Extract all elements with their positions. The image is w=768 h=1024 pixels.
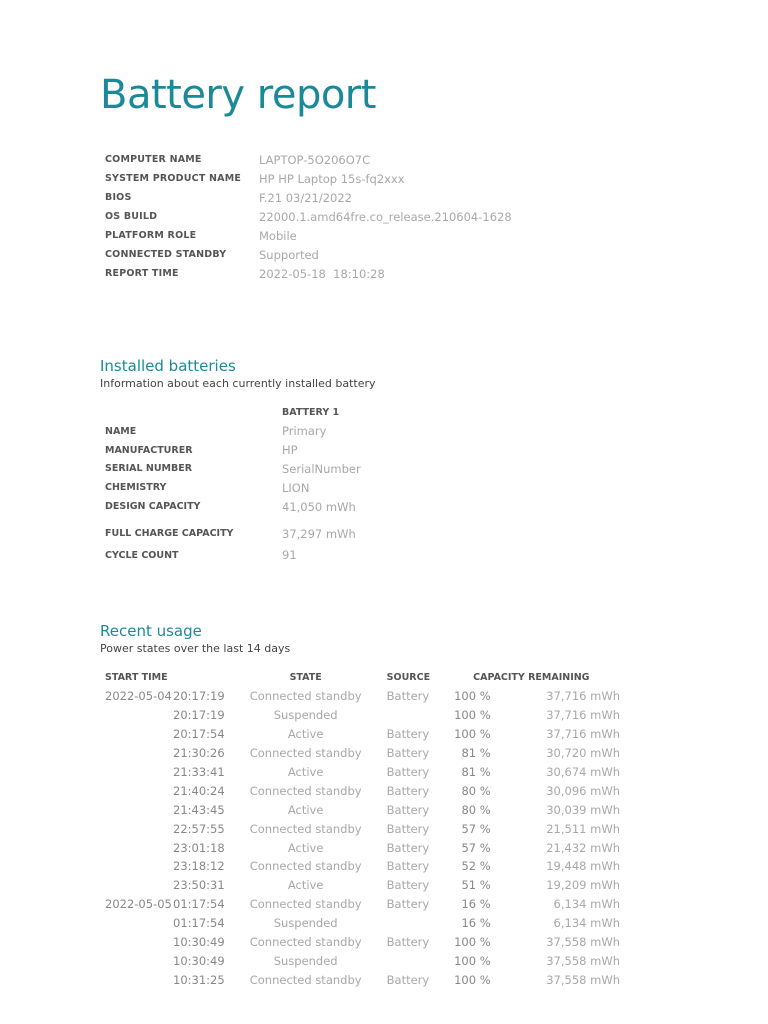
battery-value: HP <box>282 443 298 458</box>
row-date <box>105 744 173 763</box>
row-date <box>105 781 173 800</box>
row-state: Suspended <box>273 953 338 968</box>
row-capacity-percent: 81 % <box>461 765 491 779</box>
info-label: CONNECTED STANDBY <box>105 249 227 260</box>
table-row <box>105 819 620 838</box>
row-capacity-mwh: 37,716 mWh <box>546 708 620 723</box>
row-capacity-percent: 81 % <box>461 746 491 761</box>
row-time: 01:17:54 <box>173 897 225 912</box>
row-capacity-percent: 16 % <box>461 916 491 931</box>
table-row <box>105 744 620 763</box>
row-capacity-percent: 100 % <box>454 689 491 704</box>
row-capacity-percent: 100 % <box>454 953 491 968</box>
battery-label: FULL CHARGE CAPACITY <box>105 528 234 540</box>
row-source: Battery <box>386 935 430 950</box>
battery-row-cycle-count <box>105 546 361 565</box>
battery-label: SERIAL NUMBER <box>105 463 193 475</box>
empty-header-cell <box>105 403 282 422</box>
row-capacity-percent: 16 % <box>461 897 491 912</box>
row-capacity-percent: 80 % <box>461 802 491 817</box>
table-row <box>105 763 620 782</box>
row-state: Connected standby <box>249 935 362 950</box>
row-capacity-percent: 51 % <box>461 878 491 893</box>
table-row <box>105 706 620 725</box>
row-state: Suspended <box>273 708 338 723</box>
row-date <box>105 933 173 952</box>
row-time: 22:57:55 <box>173 821 225 836</box>
system-info-table <box>105 150 512 283</box>
usage-table-header <box>105 668 620 687</box>
battery-row-serial-number <box>105 460 361 479</box>
row-date <box>105 800 173 819</box>
info-value: 2022-05-18 18:10:28 <box>259 266 385 281</box>
row-capacity-mwh: 6,134 mWh <box>553 897 620 912</box>
row-date <box>105 857 173 876</box>
row-source: Battery <box>386 783 430 798</box>
row-time: 20:17:54 <box>173 727 225 742</box>
row-date: 2022-05-05 <box>105 897 172 912</box>
info-row-bios <box>105 188 512 207</box>
row-state: Active <box>287 878 324 893</box>
row-state: Active <box>287 765 324 779</box>
table-row <box>105 895 620 914</box>
row-capacity-percent: 100 % <box>454 972 491 987</box>
info-row-connected-standby <box>105 245 512 264</box>
row-capacity-mwh: 37,716 mWh <box>546 689 620 704</box>
battery-1-column-header: BATTERY 1 <box>282 407 340 418</box>
source-column-header: SOURCE <box>386 672 431 683</box>
info-label: COMPUTER NAME <box>105 154 202 165</box>
battery-label: CYCLE COUNT <box>105 549 179 561</box>
info-label: REPORT TIME <box>105 268 179 279</box>
info-label: PLATFORM ROLE <box>105 230 197 241</box>
row-state: Connected standby <box>249 897 362 912</box>
table-row <box>105 951 620 970</box>
row-capacity-percent: 100 % <box>454 935 491 950</box>
battery-value: 91 <box>282 548 297 563</box>
table-row <box>105 876 620 895</box>
row-time: 23:18:12 <box>173 859 225 874</box>
battery-value: 41,050 mWh <box>282 499 356 514</box>
info-label: BIOS <box>105 192 132 203</box>
row-capacity-percent: 100 % <box>454 708 491 723</box>
row-date <box>105 819 173 838</box>
row-capacity-percent: 52 % <box>461 859 491 874</box>
info-value: 22000.1.amd64fre.co_release.210604-1628 <box>259 209 512 224</box>
row-capacity-mwh: 30,720 mWh <box>546 746 620 761</box>
row-capacity-mwh: 6,134 mWh <box>553 916 620 931</box>
row-capacity-percent: 57 % <box>461 840 491 855</box>
row-source: Battery <box>386 897 430 912</box>
table-row <box>105 687 620 706</box>
row-time: 10:31:25 <box>173 972 225 987</box>
battery-row-full-charge-capacity <box>105 516 361 546</box>
row-state: Connected standby <box>249 746 362 761</box>
row-time: 21:30:26 <box>173 746 225 761</box>
row-source: Battery <box>386 727 430 742</box>
row-date <box>105 876 173 895</box>
row-source: Battery <box>386 689 430 704</box>
recent-usage-subtitle: Power states over the last 14 days <box>100 642 291 655</box>
row-state: Connected standby <box>249 689 362 704</box>
battery-row-manufacturer <box>105 441 361 460</box>
row-source <box>387 951 443 970</box>
battery-label: NAME <box>105 425 137 437</box>
battery-label: DESIGN CAPACITY <box>105 501 201 513</box>
row-source: Battery <box>386 821 430 836</box>
row-capacity-mwh: 37,558 mWh <box>546 953 620 968</box>
table-row <box>105 838 620 857</box>
row-date <box>105 970 173 989</box>
table-row <box>105 914 620 933</box>
row-capacity-mwh: 37,558 mWh <box>546 972 620 987</box>
battery-value: Primary <box>282 424 327 439</box>
row-time: 21:33:41 <box>173 765 225 779</box>
row-capacity-mwh: 19,448 mWh <box>546 859 620 874</box>
row-date <box>105 838 173 857</box>
row-source: Battery <box>386 746 430 761</box>
row-time: 20:17:19 <box>173 689 225 704</box>
info-value: F.21 03/21/2022 <box>259 190 352 205</box>
info-value: Supported <box>259 247 319 262</box>
battery-label: MANUFACTURER <box>105 444 193 456</box>
row-source: Battery <box>386 859 430 874</box>
row-capacity-mwh: 21,511 mWh <box>546 821 620 836</box>
row-capacity-mwh: 30,096 mWh <box>546 783 620 798</box>
row-source: Battery <box>386 765 430 779</box>
row-capacity-mwh: 19,209 mWh <box>546 878 620 893</box>
row-state: Suspended <box>273 916 338 931</box>
table-row <box>105 933 620 952</box>
row-capacity-mwh: 21,432 mWh <box>546 840 620 855</box>
row-date <box>105 706 173 725</box>
row-source: Battery <box>386 878 430 893</box>
battery-row-design-capacity <box>105 497 361 516</box>
battery-row-name <box>105 422 361 441</box>
installed-batteries-table <box>105 403 361 565</box>
row-capacity-mwh: 37,716 mWh <box>546 727 620 742</box>
info-row-platform-role <box>105 226 512 245</box>
info-row-computer-name <box>105 150 512 169</box>
row-state: Active <box>287 840 324 855</box>
info-value: LAPTOP-5O206O7C <box>259 152 371 167</box>
table-row <box>105 800 620 819</box>
row-time: 23:50:31 <box>173 878 225 893</box>
row-capacity-percent: 100 % <box>454 727 491 742</box>
row-capacity-percent: 80 % <box>461 783 491 798</box>
info-label: OS BUILD <box>105 211 158 222</box>
row-state: Connected standby <box>249 859 362 874</box>
battery-label: CHEMISTRY <box>105 482 167 494</box>
info-row-system-product-name <box>105 169 512 188</box>
row-capacity-mwh: 37,558 mWh <box>546 935 620 950</box>
info-row-report-time <box>105 264 512 283</box>
row-capacity-mwh: 30,039 mWh <box>546 802 620 817</box>
row-time: 01:17:54 <box>173 916 225 931</box>
recent-usage-heading: Recent usage <box>100 622 202 640</box>
row-state: Active <box>287 727 324 742</box>
row-source <box>387 706 443 725</box>
battery-value: 37,297 mWh <box>282 526 356 541</box>
row-time: 10:30:49 <box>173 953 225 968</box>
page-title: Battery report <box>100 72 376 118</box>
battery-value: SerialNumber <box>282 461 361 476</box>
battery-value: LION <box>282 480 310 495</box>
table-row <box>105 857 620 876</box>
row-capacity-percent: 57 % <box>461 821 491 836</box>
usage-table-body <box>105 687 620 989</box>
row-capacity-mwh: 30,674 mWh <box>546 765 620 779</box>
state-column-header: STATE <box>289 672 322 683</box>
info-value: Mobile <box>259 228 297 243</box>
row-date <box>105 725 173 744</box>
row-state: Connected standby <box>249 972 362 987</box>
installed-batteries-heading: Installed batteries <box>100 357 236 375</box>
table-row <box>105 970 620 989</box>
installed-batteries-subtitle: Information about each currently installed battery <box>100 377 376 390</box>
row-time: 10:30:49 <box>173 935 225 950</box>
start-time-column-header: START TIME <box>105 672 168 683</box>
table-row <box>105 725 620 744</box>
row-state: Active <box>287 802 324 817</box>
row-source <box>387 914 443 933</box>
row-time: 21:43:45 <box>173 802 225 817</box>
row-state: Connected standby <box>249 821 362 836</box>
row-date <box>105 951 173 970</box>
recent-usage-table <box>105 668 620 989</box>
capacity-remaining-column-header: CAPACITY REMAINING <box>473 672 590 683</box>
info-row-os-build <box>105 207 512 226</box>
row-state: Connected standby <box>249 783 362 798</box>
info-label: SYSTEM PRODUCT NAME <box>105 173 242 184</box>
row-date <box>105 763 173 782</box>
row-date: 2022-05-04 <box>105 689 172 704</box>
info-value: HP HP Laptop 15s-fq2xxx <box>259 171 405 186</box>
row-time: 20:17:19 <box>173 708 225 723</box>
battery-table-header <box>105 403 361 422</box>
row-source: Battery <box>386 802 430 817</box>
row-source: Battery <box>386 840 430 855</box>
row-time: 23:01:18 <box>173 840 225 855</box>
row-time: 21:40:24 <box>173 783 225 798</box>
row-date <box>105 914 173 933</box>
table-row <box>105 781 620 800</box>
battery-row-chemistry <box>105 478 361 497</box>
row-source: Battery <box>386 972 430 987</box>
